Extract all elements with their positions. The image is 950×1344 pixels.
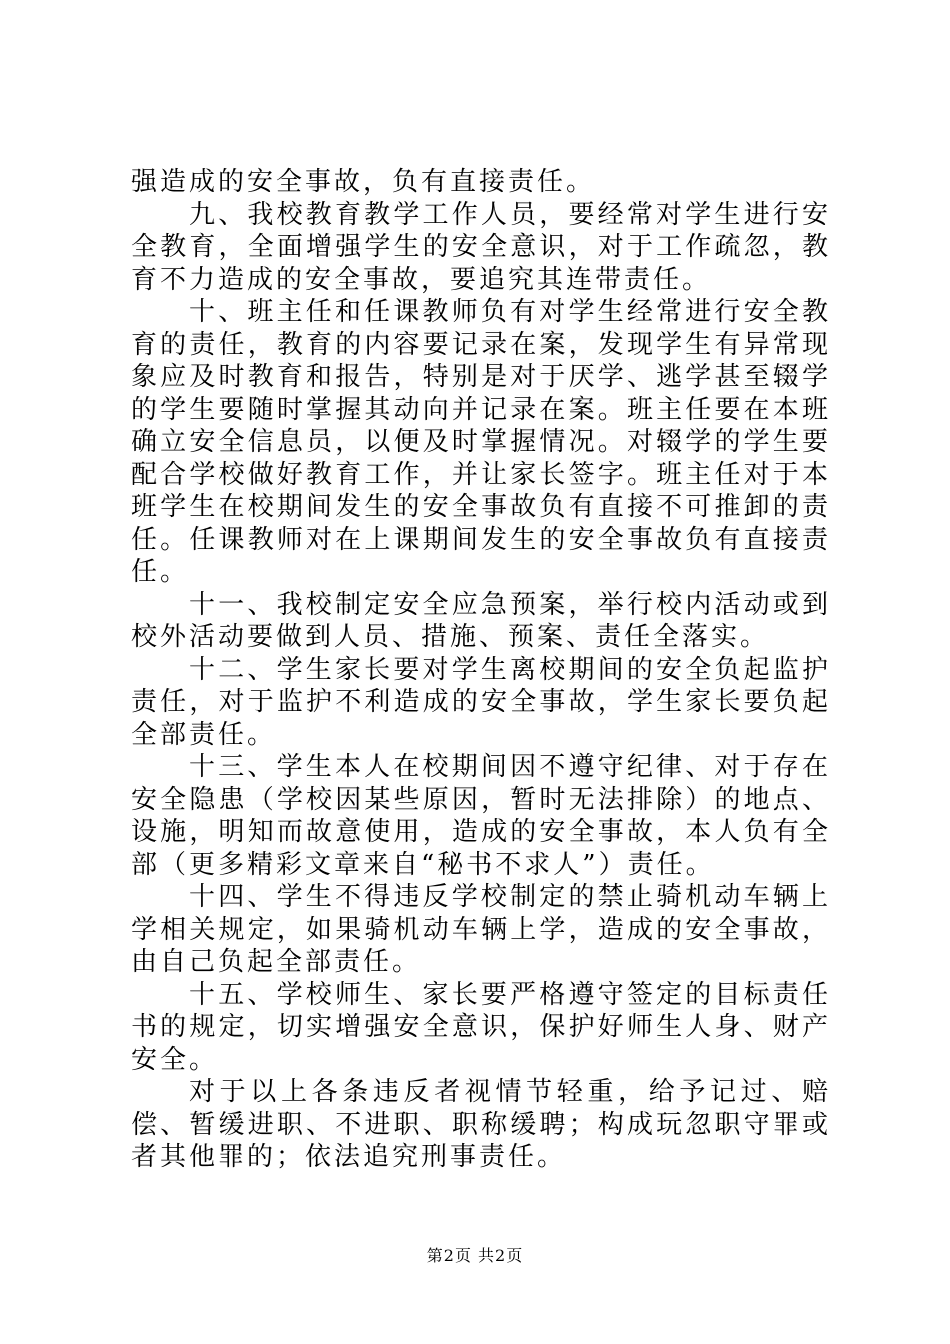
paragraph-article-11: 十一、我校制定安全应急预案，举行校内活动或到校外活动要做到人员、措施、预案、责任全落实。 <box>131 589 831 652</box>
paragraph-article-15: 十五、学校师生、家长要严格遵守签定的目标责任书的规定，切实增强安全意识，保护好师生人身、财产安全。 <box>131 979 831 1075</box>
page-footer <box>0 1246 950 1266</box>
paragraph-article-14: 十四、学生不得违反学校制定的禁止骑机动车辆上学相关规定，如果骑机动车辆上学，造成的安全事故，由自己负起全部责任。 <box>131 882 831 977</box>
paragraph-continuation: 强造成的安全事故，负有直接责任。 <box>131 167 596 197</box>
paragraph-penalties: 对于以上各条违反者视情节轻重，给予记过、赔偿、暂缓进职、不进职、职称缓聘；构成玩忽职守罪或者其他罪的；依法追究刑事责任。 <box>131 1077 831 1172</box>
paragraph-article-10: 十、班主任和任课教师负有对学生经常进行安全教育的责任，教育的内容要记录在案，发现学生有异常现象应及时教育和报告，特别是对于厌学、逃学甚至辍学的学生要随时掌握其动向并记录在案。班主任要在本班确立安全信息员，以便及时掌握情况。对辍学的学生要配合学校做好教育工作，并让家长签字。班主任对于本班学生在校期间发生的安全事故负有直接不可推卸的责任。任课教师对在上课期间发生的安全事故负有直接责任。 <box>131 297 831 587</box>
page-number-label: 第2页 共2页 <box>426 1246 524 1265</box>
document-body <box>131 166 831 1174</box>
paragraph-article-13: 十三、学生本人在校期间因不遵守纪律、对于存在安全隐患（学校因某些原因，暂时无法排除）的地点、设施，明知而故意使用，造成的安全事故，本人负有全部（更多精彩文章来自“秘书不求人”）责任。 <box>131 752 831 880</box>
paragraph-article-12: 十二、学生家长要对学生离校期间的安全负起监护责任，对于监护不利造成的安全事故，学生家长要负起全部责任。 <box>131 654 831 750</box>
paragraph-article-9: 九、我校教育教学工作人员，要经常对学生进行安全教育，全面增强学生的安全意识，对于工作疏忽，教育不力造成的安全事故，要追究其连带责任。 <box>131 199 831 295</box>
